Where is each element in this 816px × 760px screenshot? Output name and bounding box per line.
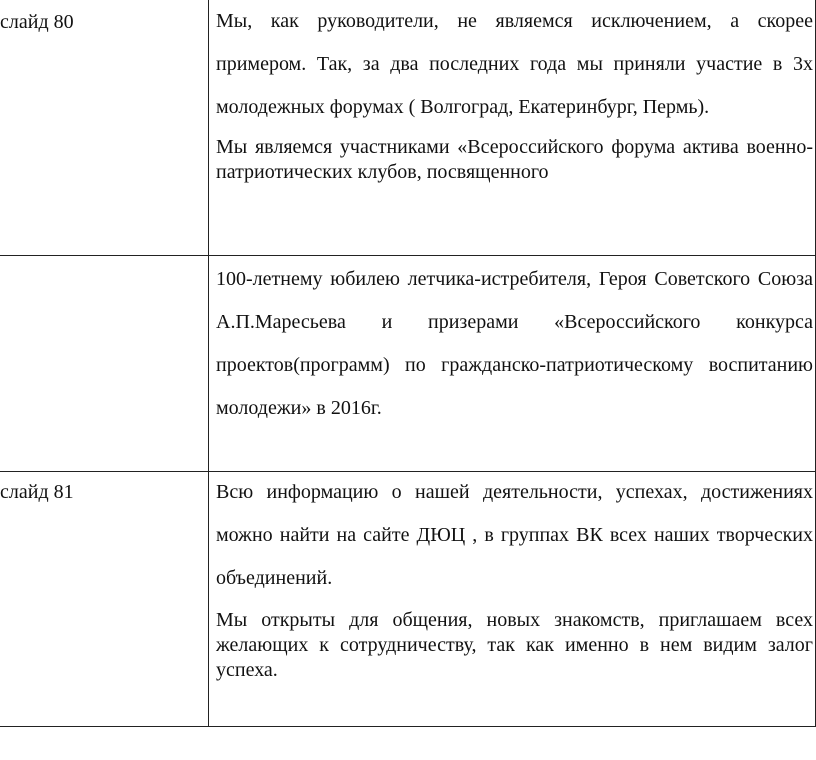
table-bottom-border	[0, 726, 816, 727]
slide-text-cell	[216, 258, 813, 430]
slide-label: слайд 80	[0, 11, 74, 33]
slide-paragraph: Всю информацию о нашей деятельности, успехах, достижениях можно найти на сайте ДЮЦ , в группах ВК всех наших творческих объединений.	[216, 481, 813, 589]
slide-text-cell	[216, 471, 813, 683]
slide-paragraph: Мы являемся участниками «Всероссийского форума актива военно-патриотических клубов, посвященного	[216, 136, 813, 183]
slide-paragraph: Мы, как руководители, не являемся исключением, а скорее примером. Так, за два последних года мы приняли участие в 3х молодежных форумах ( Волгоград, Екатеринбург, Пермь).	[216, 10, 813, 118]
slide-paragraph: 100-летнему юбилею летчика-истребителя, Героя Советского Союза А.П.Маресьева и призерами «Всероссийского конкурса проектов(программ) по гражданско-патриотическому воспитанию молодежи» в 2016г.	[216, 268, 813, 419]
slide-text-cell	[216, 0, 813, 185]
table-row-divider	[0, 255, 816, 256]
table-column-divider	[208, 0, 209, 726]
slide-paragraph: Мы открыты для общения, новых знакомств, приглашаем всех желающих к сотрудничеству, так как именно в нем видим залог успеха.	[216, 609, 813, 681]
slide-label: слайд 81	[0, 481, 74, 503]
